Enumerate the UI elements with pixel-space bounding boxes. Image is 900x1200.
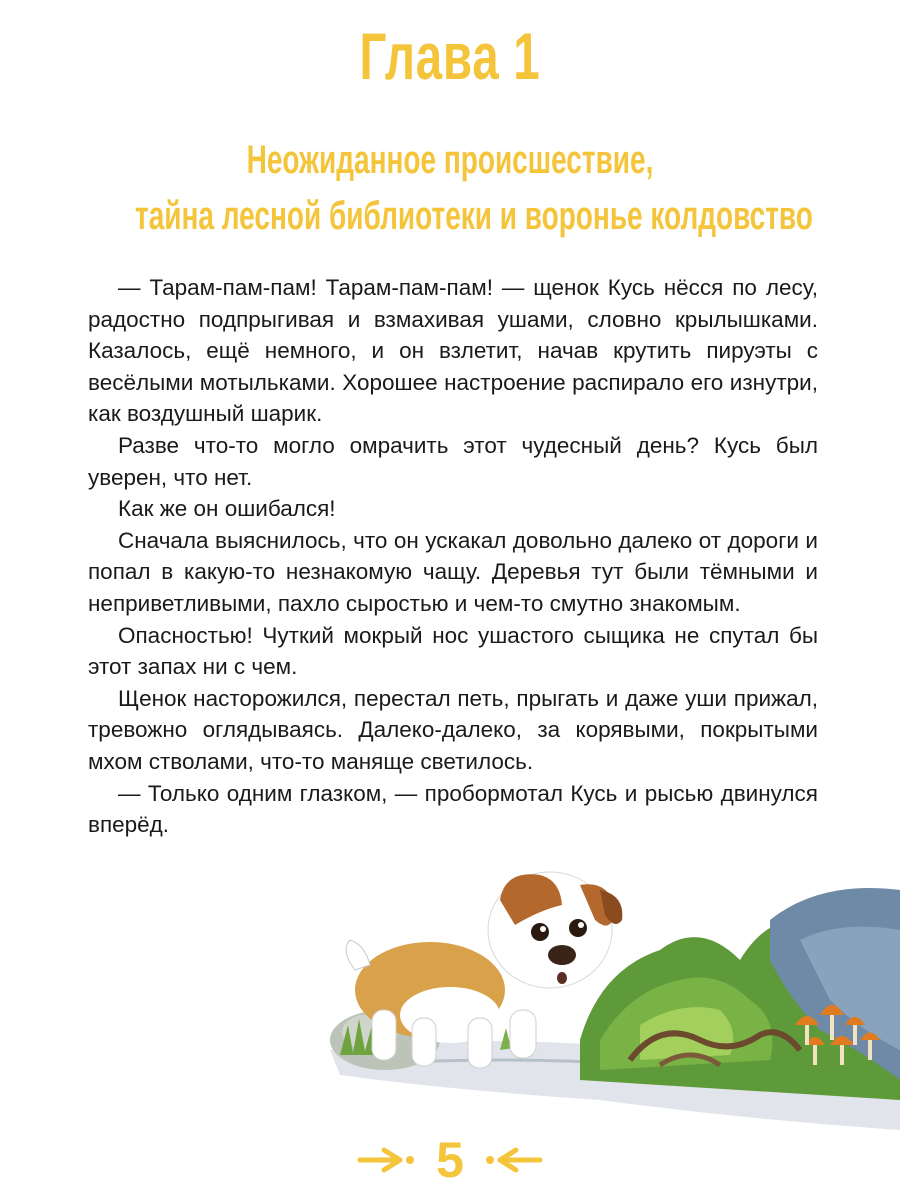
story-text	[88, 272, 818, 841]
page-number-area	[0, 1128, 900, 1192]
paragraph: Сначала выяснилось, что он ускакал довольно далеко от дороги и попал в какую-то незнакомую чащу. Деревья тут были тёмными и неприветливыми, пахло сыростью и чем-то смутно знакомым.	[88, 527, 818, 616]
paragraph: Опасностью! Чуткий мокрый нос ушастого сыщика не спутал бы этот запах ни с чем.	[88, 622, 818, 680]
chapter-subtitle	[135, 132, 813, 244]
puppy-in-forest-illustration	[300, 850, 900, 1140]
subtitle-line-2: тайна лесной библиотеки и воронье колдовство	[135, 194, 813, 238]
paragraph: — Тарам-пам-пам! Тарам-пам-пам! — щенок Кусь нёсся по лесу, радостно подпрыгивая и взмахивая ушами, словно крылышками. Казалось, ещё немного, и он взлетит, начав крутить пируэты с весёлыми мотыльками. Хорошее настроение распирало его изнутри, как воздушный шарик.	[88, 275, 818, 427]
page-number: 5	[436, 1132, 464, 1188]
subtitle-line-1: Неожиданное происшествие,	[246, 138, 654, 182]
paragraph: Как же он ошибался!	[118, 496, 336, 522]
paragraph: Щенок насторожился, перестал петь, прыгать и даже уши прижал, тревожно оглядываясь. Далеко-далеко, за корявыми, покрытыми мхом стволами, что-то маняще светилось.	[88, 685, 818, 774]
paragraph: — Только одним глазком, — пробормотал Кусь и рысью двинулся вперёд.	[88, 780, 818, 838]
right-arrow-ornament-icon	[474, 1145, 544, 1175]
chapter-title: Глава 1	[359, 19, 541, 93]
left-arrow-ornament-icon	[356, 1145, 426, 1175]
paragraph: Разве что-то могло омрачить этот чудесный день? Кусь был уверен, что нет.	[88, 432, 818, 490]
